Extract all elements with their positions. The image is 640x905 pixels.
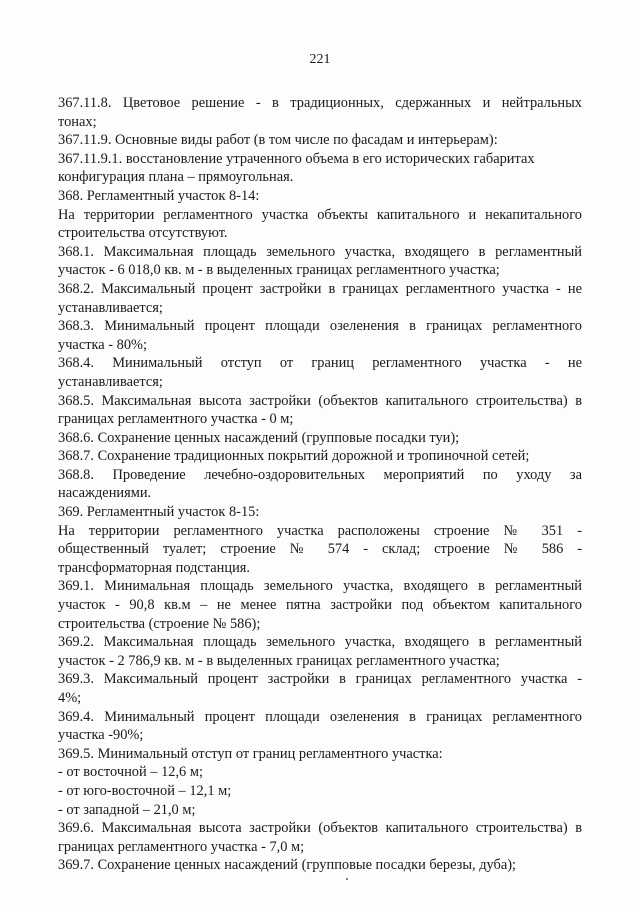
text-line: участка - 80%;: [58, 336, 148, 353]
text-line: 368.1. Максимальная площадь земельного участка, входящего в регламентный: [58, 243, 582, 260]
text-line: конфигурация плана – прямоугольная.: [58, 169, 294, 186]
text-line: границах регламентного участка - 0 м;: [58, 411, 294, 428]
text-line: 367.11.8. Цветовое решение - в традиционных, сдержанных и нейтральных: [58, 95, 582, 111]
text-line: 368.8. Проведение лечебно-оздоровительных мероприятий по уходу за: [58, 466, 582, 483]
text-line: 369. Регламентный участок 8-15:: [58, 504, 260, 521]
text-line: 369.4. Минимальный процент площади озеленения в границах регламентного: [58, 708, 582, 725]
text-line: участок - 6 018,0 кв. м - в выделенных границах регламентного участка;: [58, 262, 500, 279]
text-line: - от юго-восточной – 12,1 м;: [58, 782, 232, 799]
text-line: 369.3. Максимальный процент застройки в границах регламентного участка -: [58, 671, 582, 688]
text-line: 369.2. Максимальная площадь земельного участка, входящего в регламентный: [58, 634, 582, 651]
text-line: трансформаторная подстанция.: [58, 559, 250, 576]
scan-artifact-dot: [346, 878, 348, 880]
page-number: 221: [309, 52, 331, 67]
text-line: устанавливается;: [58, 299, 163, 316]
text-line: строительства (строение № 586);: [58, 615, 261, 632]
text-line: На территории регламентного участка объекты капитального и некапитального: [58, 206, 582, 223]
text-line: 369.1. Минимальная площадь земельного участка, входящего в регламентный: [58, 578, 582, 595]
text-line: строительства отсутствуют.: [58, 225, 228, 242]
text-line: 368. Регламентный участок 8-14:: [58, 187, 260, 204]
text-line: насаждениями.: [58, 485, 152, 502]
text-line: тонах;: [58, 113, 97, 130]
text-line: 368.6. Сохранение ценных насаждений (групповые посадки туи);: [58, 429, 460, 446]
text-line: - от восточной – 12,6 м;: [58, 764, 203, 781]
text-line: 369.6. Максимальная высота застройки (объектов капитального строительства) в: [58, 820, 582, 837]
text-line: 4%;: [58, 690, 82, 706]
text-line: На территории регламентного участка расположены строение № 351 -: [58, 522, 582, 539]
text-line: 369.5. Минимальный отступ от границ регламентного участка:: [58, 745, 443, 762]
text-line: устанавливается;: [58, 373, 163, 390]
text-line: 368.2. Максимальный процент застройки в границах регламентного участка - не: [58, 280, 582, 297]
text-line: 369.7. Сохранение ценных насаждений (групповые посадки березы, дуба);: [58, 857, 517, 874]
text-line: 368.4. Минимальный отступ от границ регламентного участка - не: [58, 355, 582, 372]
text-line: общественный туалет; строение № 574 - склад; строение № 586 -: [58, 541, 582, 558]
document-body: [58, 94, 582, 875]
text-line: 368.5. Максимальная высота застройки (объектов капитального строительства) в: [58, 392, 582, 409]
text-line: участок - 90,8 кв.м – не менее пятна застройки под объектом капитального: [58, 597, 582, 614]
text-line: - от западной – 21,0 м;: [58, 801, 196, 818]
text-line: границах регламентного участка - 7,0 м;: [58, 838, 305, 855]
text-line: 367.11.9. Основные виды работ (в том числе по фасадам и интерьерам):: [58, 132, 498, 149]
text-line: участка -90%;: [58, 727, 144, 744]
text-line: участок - 2 786,9 кв. м - в выделенных границах регламентного участка;: [58, 652, 500, 669]
text-line: 368.7. Сохранение традиционных покрытий дорожной и тропиночной сетей;: [58, 448, 530, 465]
text-line: 368.3. Минимальный процент площади озеленения в границах регламентного: [58, 318, 582, 335]
text-line: 367.11.9.1. восстановление утраченного объема в его исторических габаритах: [58, 150, 535, 167]
